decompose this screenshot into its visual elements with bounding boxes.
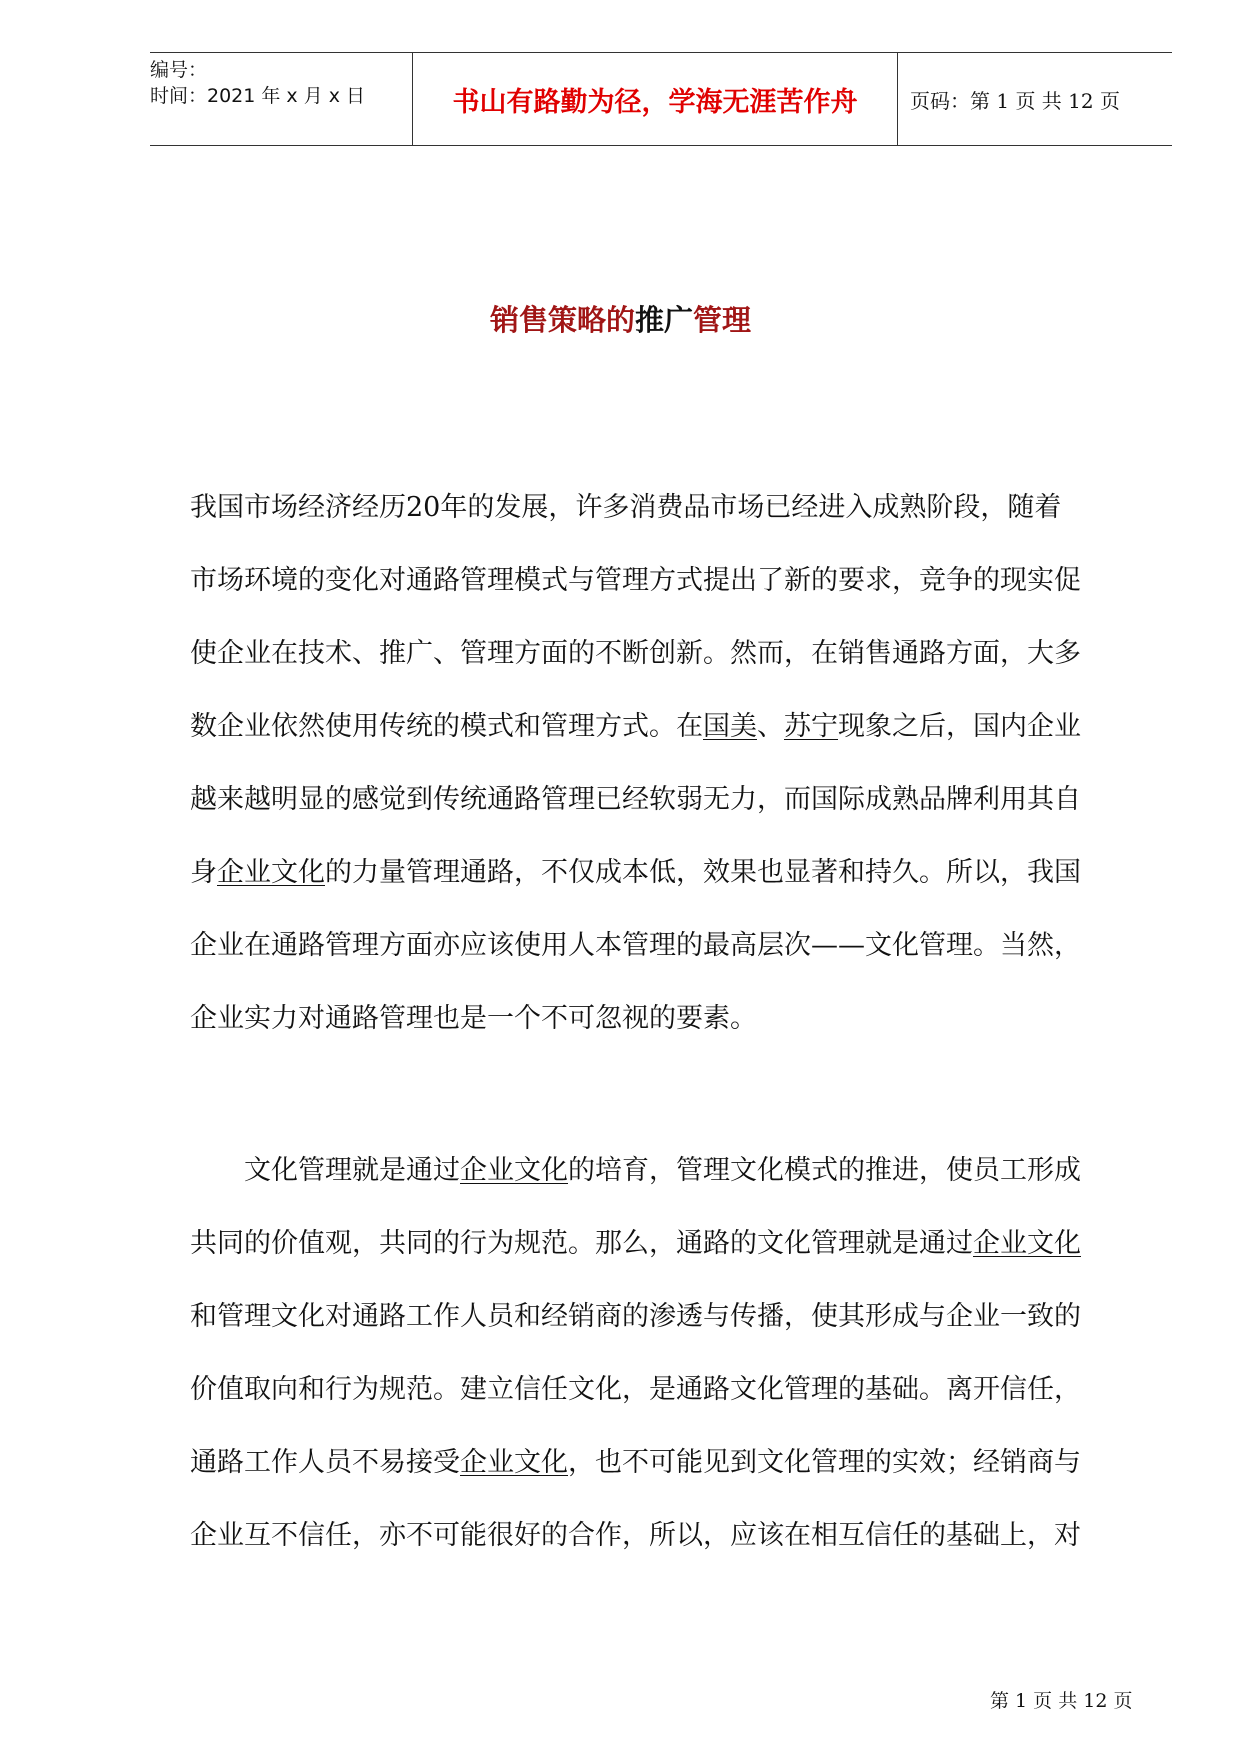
link-suning[interactable]: 苏宁 bbox=[784, 711, 838, 742]
link-corporate-culture[interactable]: 企业文化 bbox=[973, 1228, 1081, 1259]
paragraph-line bbox=[190, 855, 1081, 891]
text-segment: 现象之后，国内企业 bbox=[838, 711, 1081, 742]
paragraph-line: 企业互不信任，亦不可能很好的合作，所以，应该在相互信任的基础上，对 bbox=[190, 1520, 1081, 1551]
text-segment: 、 bbox=[757, 711, 784, 742]
text-segment: 通路工作人员不易接受 bbox=[190, 1447, 460, 1478]
page-header bbox=[150, 52, 1172, 146]
document-title bbox=[0, 298, 1241, 339]
paragraph-line: 企业实力对通路管理也是一个不可忽视的要素。 bbox=[190, 1003, 757, 1034]
paragraph-line: 市场环境的变化对通路管理模式与管理方式提出了新的要求，竞争的现实促 bbox=[190, 565, 1081, 596]
text-segment: 的力量管理通路，不仅成本低，效果也显著和持久。所以，我国 bbox=[325, 857, 1081, 888]
header-meta-cell bbox=[150, 53, 412, 145]
paragraph-line: 我国市场经济经历20年的发展，许多消费品市场已经进入成熟阶段，随着 bbox=[190, 492, 1062, 523]
paragraph-line: 越来越明显的感觉到传统通路管理已经软弱无力，而国际成熟品牌利用其自 bbox=[190, 784, 1081, 815]
link-corporate-culture[interactable]: 企业文化 bbox=[460, 1155, 568, 1186]
header-page-info: 页码：第 1 页 共 12 页 bbox=[910, 88, 1120, 113]
paragraph-line bbox=[190, 1226, 1081, 1262]
link-gome[interactable]: 国美 bbox=[703, 711, 757, 742]
text-segment: 共同的价值观，共同的行为规范。那么，通路的文化管理就是通过 bbox=[190, 1228, 973, 1259]
link-corporate-culture[interactable]: 企业文化 bbox=[460, 1447, 568, 1478]
paragraph-line bbox=[190, 709, 1081, 745]
header-motto-cell bbox=[412, 53, 898, 145]
title-tail: 管理 bbox=[693, 303, 752, 337]
document-time-label: 时间：2021 年 x 月 x 日 bbox=[150, 85, 366, 107]
paragraph-line: 使企业在技术、推广、管理方面的不断创新。然而，在销售通路方面，大多 bbox=[190, 638, 1081, 669]
page-footer: 第 1 页 共 12 页 bbox=[990, 1690, 1133, 1712]
text-segment: 的培育，管理文化模式的推进，使员工形成 bbox=[568, 1155, 1081, 1186]
paragraph-line: 价值取向和行为规范。建立信任文化，是通路文化管理的基础。离开信任， bbox=[190, 1374, 1081, 1405]
paragraph-line: 企业在通路管理方面亦应该使用人本管理的最高层次——文化管理。当然， bbox=[190, 930, 1081, 961]
link-corporate-culture[interactable]: 企业文化 bbox=[217, 857, 325, 888]
text-segment: 身 bbox=[190, 857, 217, 888]
title-main: 销售策略的 bbox=[489, 303, 635, 337]
header-page-cell bbox=[898, 53, 1172, 145]
text-segment: ，也不可能见到文化管理的实效；经销商与 bbox=[568, 1447, 1081, 1478]
header-motto: 书山有路勤为径，学海无涯苦作舟 bbox=[452, 86, 858, 118]
paragraph-line bbox=[244, 1153, 1081, 1189]
paragraph-line bbox=[190, 1445, 1081, 1481]
paragraph-line: 和管理文化对通路工作人员和经销商的渗透与传播，使其形成与企业一致的 bbox=[190, 1301, 1081, 1332]
text-segment: 文化管理就是通过 bbox=[244, 1155, 460, 1186]
document-number-label: 编号： bbox=[150, 59, 208, 81]
text-segment: 数企业依然使用传统的模式和管理方式。在 bbox=[190, 711, 703, 742]
title-emphasis: 推广 bbox=[634, 303, 693, 337]
